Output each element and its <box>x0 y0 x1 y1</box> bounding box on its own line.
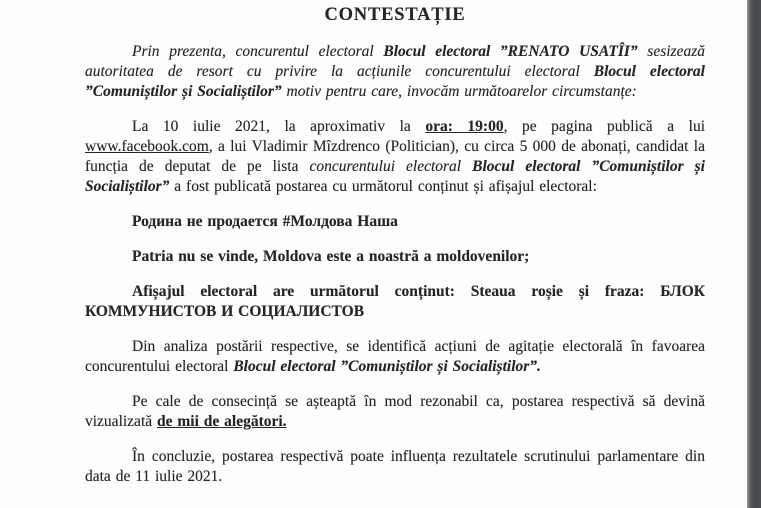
paragraph-analysis <box>85 337 705 377</box>
paragraph-poster-description <box>85 282 705 322</box>
text-run: În concluzie, postarea respectivă poate influența rezultatele scrutinului parlamentare din data de 11 iulie 2021. <box>85 448 705 485</box>
paragraph-conclusion <box>85 447 705 487</box>
paragraph-quote-romanian <box>85 247 705 267</box>
text-run: Blocul electoral ”Comuniștilor și Socialiștilor” <box>85 158 705 195</box>
text-run: La 10 iulie 2021, la aproximativ la <box>132 118 426 135</box>
text-run: Afișajul electoral are următorul conținut: Steaua roșie și fraza: БЛОК КОММУНИСТОВ И СОЦИАЛИСТОВ <box>85 283 705 320</box>
paragraph-facts <box>85 117 705 197</box>
text-run: Pe cale de consecință se așteaptă în mod rezonabil ca, postarea respectivă să devină vizualizată <box>85 393 705 430</box>
text-run: Din analiza postării respective, se identifică acțiuni de agitație electorală în favoarea concurentului electoral <box>85 338 705 375</box>
document-body <box>85 42 705 487</box>
right-edge-bar <box>747 0 761 508</box>
text-run: Blocul electoral ”Comuniștilor și Socialiștilor”. <box>233 358 541 375</box>
text-run: ora: 19:00 <box>425 118 504 135</box>
paragraph-intro <box>85 42 705 102</box>
text-run: concurentului electoral <box>309 158 473 175</box>
text-run: sesizează autoritatea de resort cu privire la acțiunile concurentului electoral <box>85 43 705 80</box>
facebook-url: www.facebook.com <box>85 138 209 155</box>
text-run: Prin prezenta, concurentul electoral <box>132 43 384 60</box>
document-title: CONTESTAȚIE <box>324 5 466 25</box>
text-run: , pe pagina publică a lui <box>503 118 705 135</box>
document-content <box>85 5 705 502</box>
text-run: de mii de alegători. <box>157 413 287 430</box>
text-run: , a lui Vladimir Mîzdrenco (Politician), cu circa 5 000 de abonați, candidat la funcția de deputat de pe lista <box>85 138 705 175</box>
text-run: Patria nu se vinde, Moldova este a noastră a moldovenilor; <box>132 248 530 265</box>
text-run: motiv pentru care, invocăm următoarelor circumstanțe: <box>281 83 637 100</box>
text-run: Родина не продается #Молдова Наша <box>132 213 398 230</box>
text-run: a fost publicată postarea cu următorul conținut și afișajul electoral: <box>169 178 597 195</box>
paragraph-quote-russian <box>85 212 705 232</box>
paragraph-consequence <box>85 392 705 432</box>
text-run: Blocul electoral ”RENATO USATÎI” <box>383 43 638 60</box>
text-run: Blocul electoral ”Comuniștilor și Socialiștilor” <box>85 63 705 100</box>
